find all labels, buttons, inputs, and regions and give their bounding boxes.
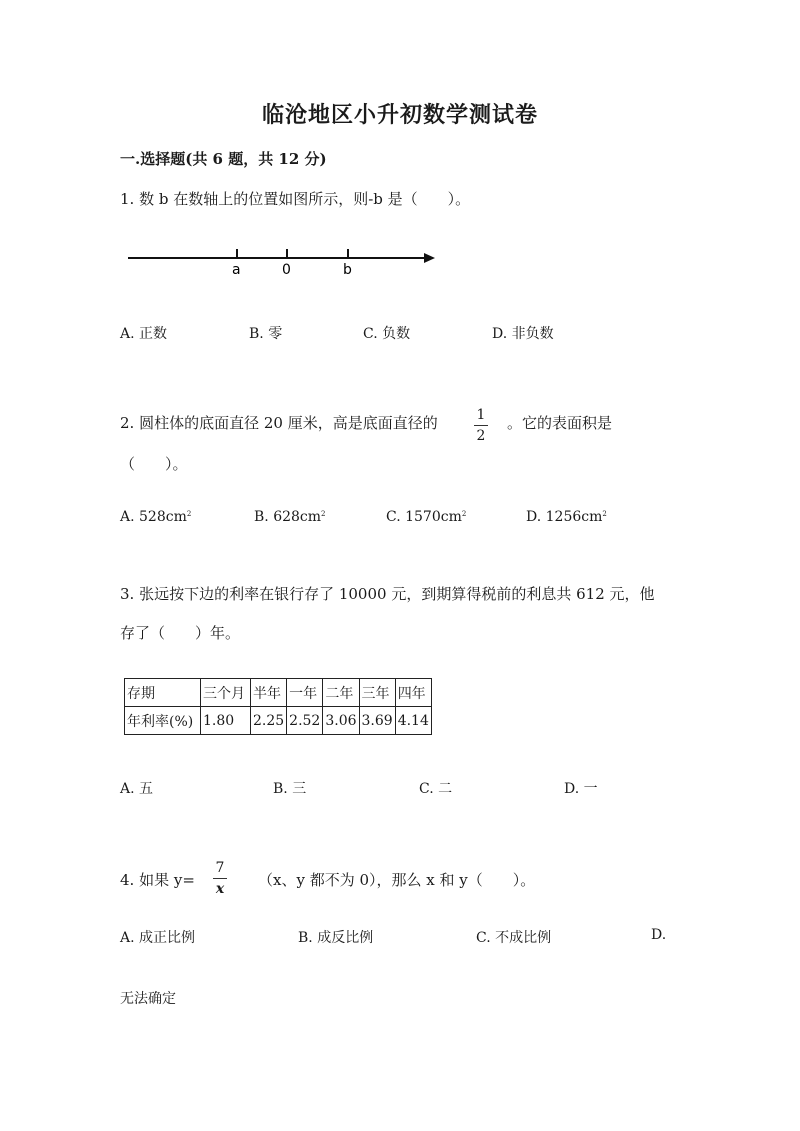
table-row [125, 707, 432, 735]
question-2-text-line2: （ ）。 [120, 455, 188, 473]
table-cell: 三个月 [201, 679, 251, 707]
q2-option-a: A. $528cm^2$ [120, 509, 192, 525]
q2-option-b: B. $628cm^2$ [254, 509, 326, 525]
q1-option-b: B. 零 [249, 326, 283, 342]
question-3-text: 3. 张远按下边的利率在银行存了 10000 元，到期算得税前的利息共 612 元，他 [120, 585, 655, 603]
table-cell: 4.14 [395, 707, 431, 735]
q2-option-c: C. $1570cm^2$ [386, 509, 467, 525]
q3-option-c: C. 二 [419, 781, 453, 797]
table-cell: 3.69 [359, 707, 395, 735]
table-cell: 2.52 [287, 707, 323, 735]
number-line-label-0: 0 [282, 262, 291, 278]
q4-option-c: C. 不成比例 [476, 930, 552, 946]
question-2-text-continued: 。它的表面积是 [507, 414, 613, 432]
q4-option-a: A. 成正比例 [120, 930, 196, 946]
q4-option-b: B. 成反比例 [298, 930, 374, 946]
q3-option-a: A. 五 [120, 781, 154, 797]
table-cell: 3.06 [323, 707, 359, 735]
q4-option-d-continued: 无法确定 [120, 991, 176, 1007]
fraction-denominator: 2 [476, 428, 486, 444]
section-heading: 一.选择题(共 6 题，共 12 分) [120, 150, 327, 168]
q1-option-a: A. 正数 [120, 326, 168, 342]
table-cell: 四年 [395, 679, 431, 707]
q3-option-d: D. 一 [564, 781, 598, 797]
question-4-text: 4. 如果 y= [120, 871, 195, 889]
q3-option-b: B. 三 [273, 781, 307, 797]
fraction-numerator: 7 [215, 860, 225, 876]
fraction-one-half [474, 408, 488, 443]
table-cell: 1.80 [201, 707, 251, 735]
question-3-text-line2: 存了（ ）年。 [120, 624, 241, 642]
table-cell: 二年 [323, 679, 359, 707]
page-title: 临沧地区小升初数学测试卷 [261, 102, 538, 128]
fraction-numerator: 1 [476, 407, 486, 423]
table-cell: 2.25 [251, 707, 287, 735]
question-4-text-continued: （x、y 都不为 0），那么 x 和 y（ ）。 [258, 871, 536, 889]
table-cell: 一年 [287, 679, 323, 707]
table-cell: 年利率(%) [125, 707, 201, 735]
fraction-seven-over-x [213, 861, 227, 896]
table-cell: 存期 [125, 679, 201, 707]
number-line [122, 240, 442, 280]
interest-rate-table [124, 678, 432, 735]
question-2-text: 2. 圆柱体的底面直径 20 厘米，高是底面直径的 [120, 414, 438, 432]
q4-option-d: D. [651, 927, 667, 943]
q2-option-d: D. $1256cm^2$ [526, 509, 607, 525]
number-line-label-b: b [343, 262, 352, 278]
q1-option-c: C. 负数 [363, 326, 411, 342]
table-cell: 三年 [359, 679, 395, 707]
q1-option-d: D. 非负数 [492, 326, 554, 342]
fraction-denominator: x [215, 881, 225, 897]
question-1-text: 1. 数 b 在数轴上的位置如图所示，则-b 是（ ）。 [120, 190, 471, 208]
table-cell: 半年 [251, 679, 287, 707]
table-header-row [125, 679, 432, 707]
number-line-label-a: a [232, 262, 241, 278]
